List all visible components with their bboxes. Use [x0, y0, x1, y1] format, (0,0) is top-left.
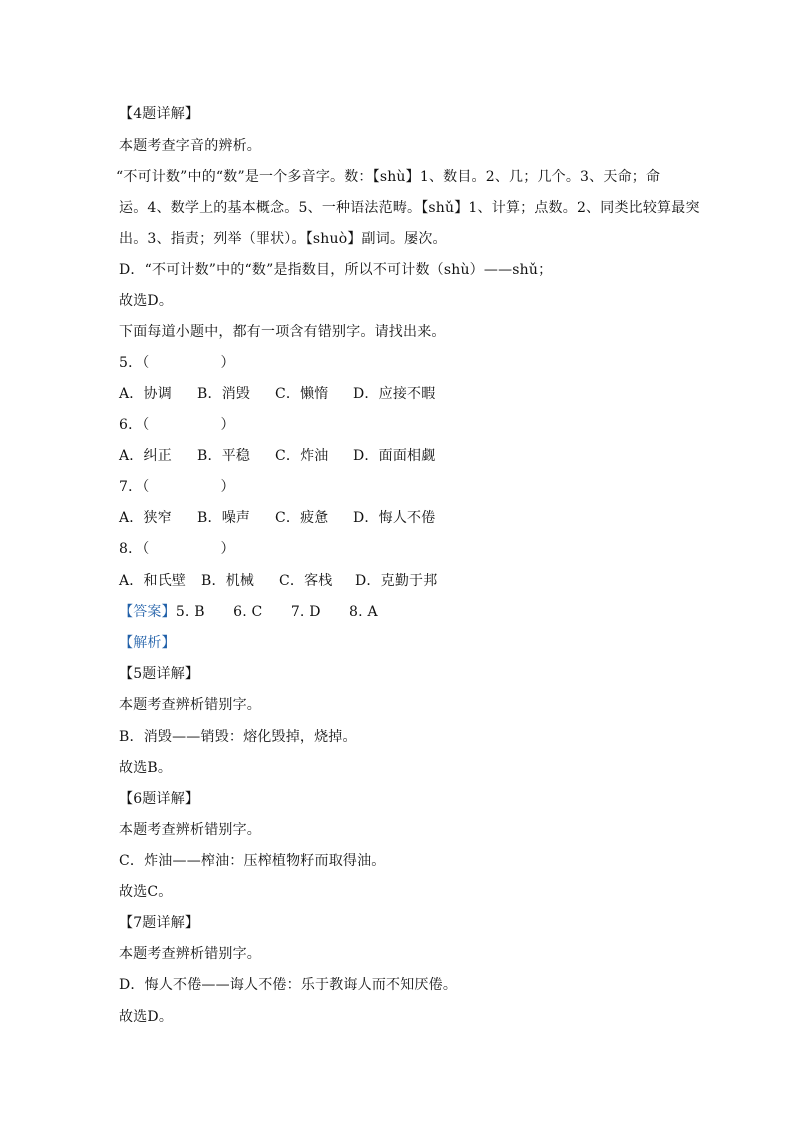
question-options-6: [119, 446, 435, 466]
q4-detail-heading: 【4题详解】: [119, 106, 200, 122]
q5-detail-intro: 本题考查辨析错别字。: [119, 697, 261, 713]
option-b: B．噪声: [197, 510, 251, 526]
option-b: B．平稳: [197, 448, 251, 464]
question-stem-7: 7．（ ）: [119, 479, 235, 495]
option-a: A．和氏壁: [119, 573, 187, 589]
q6-detail-conclusion: 故选C。: [119, 884, 173, 900]
option-d: D．悔人不倦: [353, 510, 436, 526]
question-stem-5: 5．（ ）: [119, 355, 235, 371]
question-options-5: [119, 384, 435, 404]
option-c: C．炸油: [275, 448, 329, 464]
q4-detail-para1-line3: 出。3、指责；列举（罪状）。【shuò】副词。屡次。: [119, 231, 447, 247]
option-a: A．狭窄: [119, 510, 172, 526]
q7-detail-intro: 本题考查辨析错别字。: [119, 946, 261, 962]
q7-detail-heading: 【7题详解】: [119, 915, 200, 931]
q4-detail-conclusion: 故选D。: [119, 293, 174, 309]
q5-detail-conclusion: 故选B。: [119, 760, 173, 776]
option-b: B．消毁: [197, 386, 251, 402]
option-d: D．应接不暇: [353, 386, 436, 402]
option-c: C．懒惰: [275, 386, 329, 402]
q6-detail-heading: 【6题详解】: [119, 791, 200, 807]
q4-detail-para1-line1: “不可计数”中的“数”是一个多音字。数：【shù】1、数目。2、几；几个。3、天命；命: [116, 169, 661, 185]
q7-detail-explanation: D．悔人不倦——诲人不倦：乐于教诲人而不知厌倦。: [119, 977, 458, 993]
q5-detail-heading: 【5题详解】: [119, 666, 200, 682]
option-c: C．客栈: [279, 573, 333, 589]
q6-detail-explanation: C．炸油——榨油：压榨植物籽而取得油。: [119, 853, 386, 869]
option-a: A．协调: [119, 386, 172, 402]
option-b: B．机械: [201, 573, 255, 589]
question-stem-8: 8．（ ）: [119, 541, 235, 557]
answer-text: 5. B 6. C 7. D 8. A: [175, 604, 378, 620]
q6-detail-intro: 本题考查辨析错别字。: [119, 822, 261, 838]
option-d: D．面面相觑: [353, 448, 436, 464]
question-options-8: [119, 571, 437, 591]
q4-detail-para2: D．“不可计数”中的“数”是指数目，所以不可计数（shù）——shǔ；: [119, 262, 553, 278]
option-c: C．疲惫: [275, 510, 329, 526]
answer-line: [119, 602, 378, 622]
option-a: A．纠正: [119, 448, 172, 464]
question-instruction: 下面每道小题中，都有一项含有错别字。请找出来。: [119, 324, 446, 340]
q4-detail-para1-line2: 运。4、数学上的基本概念。5、一种语法范畴。【shǔ】1、计算；点数。2、同类比较算最突: [119, 200, 700, 216]
option-d: D．克勤于邦: [355, 573, 438, 589]
answer-label: 【答案】: [119, 604, 176, 620]
q7-detail-conclusion: 故选D。: [119, 1009, 174, 1025]
question-stem-6: 6．（ ）: [119, 417, 235, 433]
q5-detail-explanation: B．消毁——销毁：熔化毁掉，烧掉。: [119, 729, 357, 745]
question-options-7: [119, 508, 435, 528]
q4-detail-intro: 本题考查字音的辨析。: [119, 138, 261, 154]
analysis-label: 【解析】: [119, 635, 176, 651]
